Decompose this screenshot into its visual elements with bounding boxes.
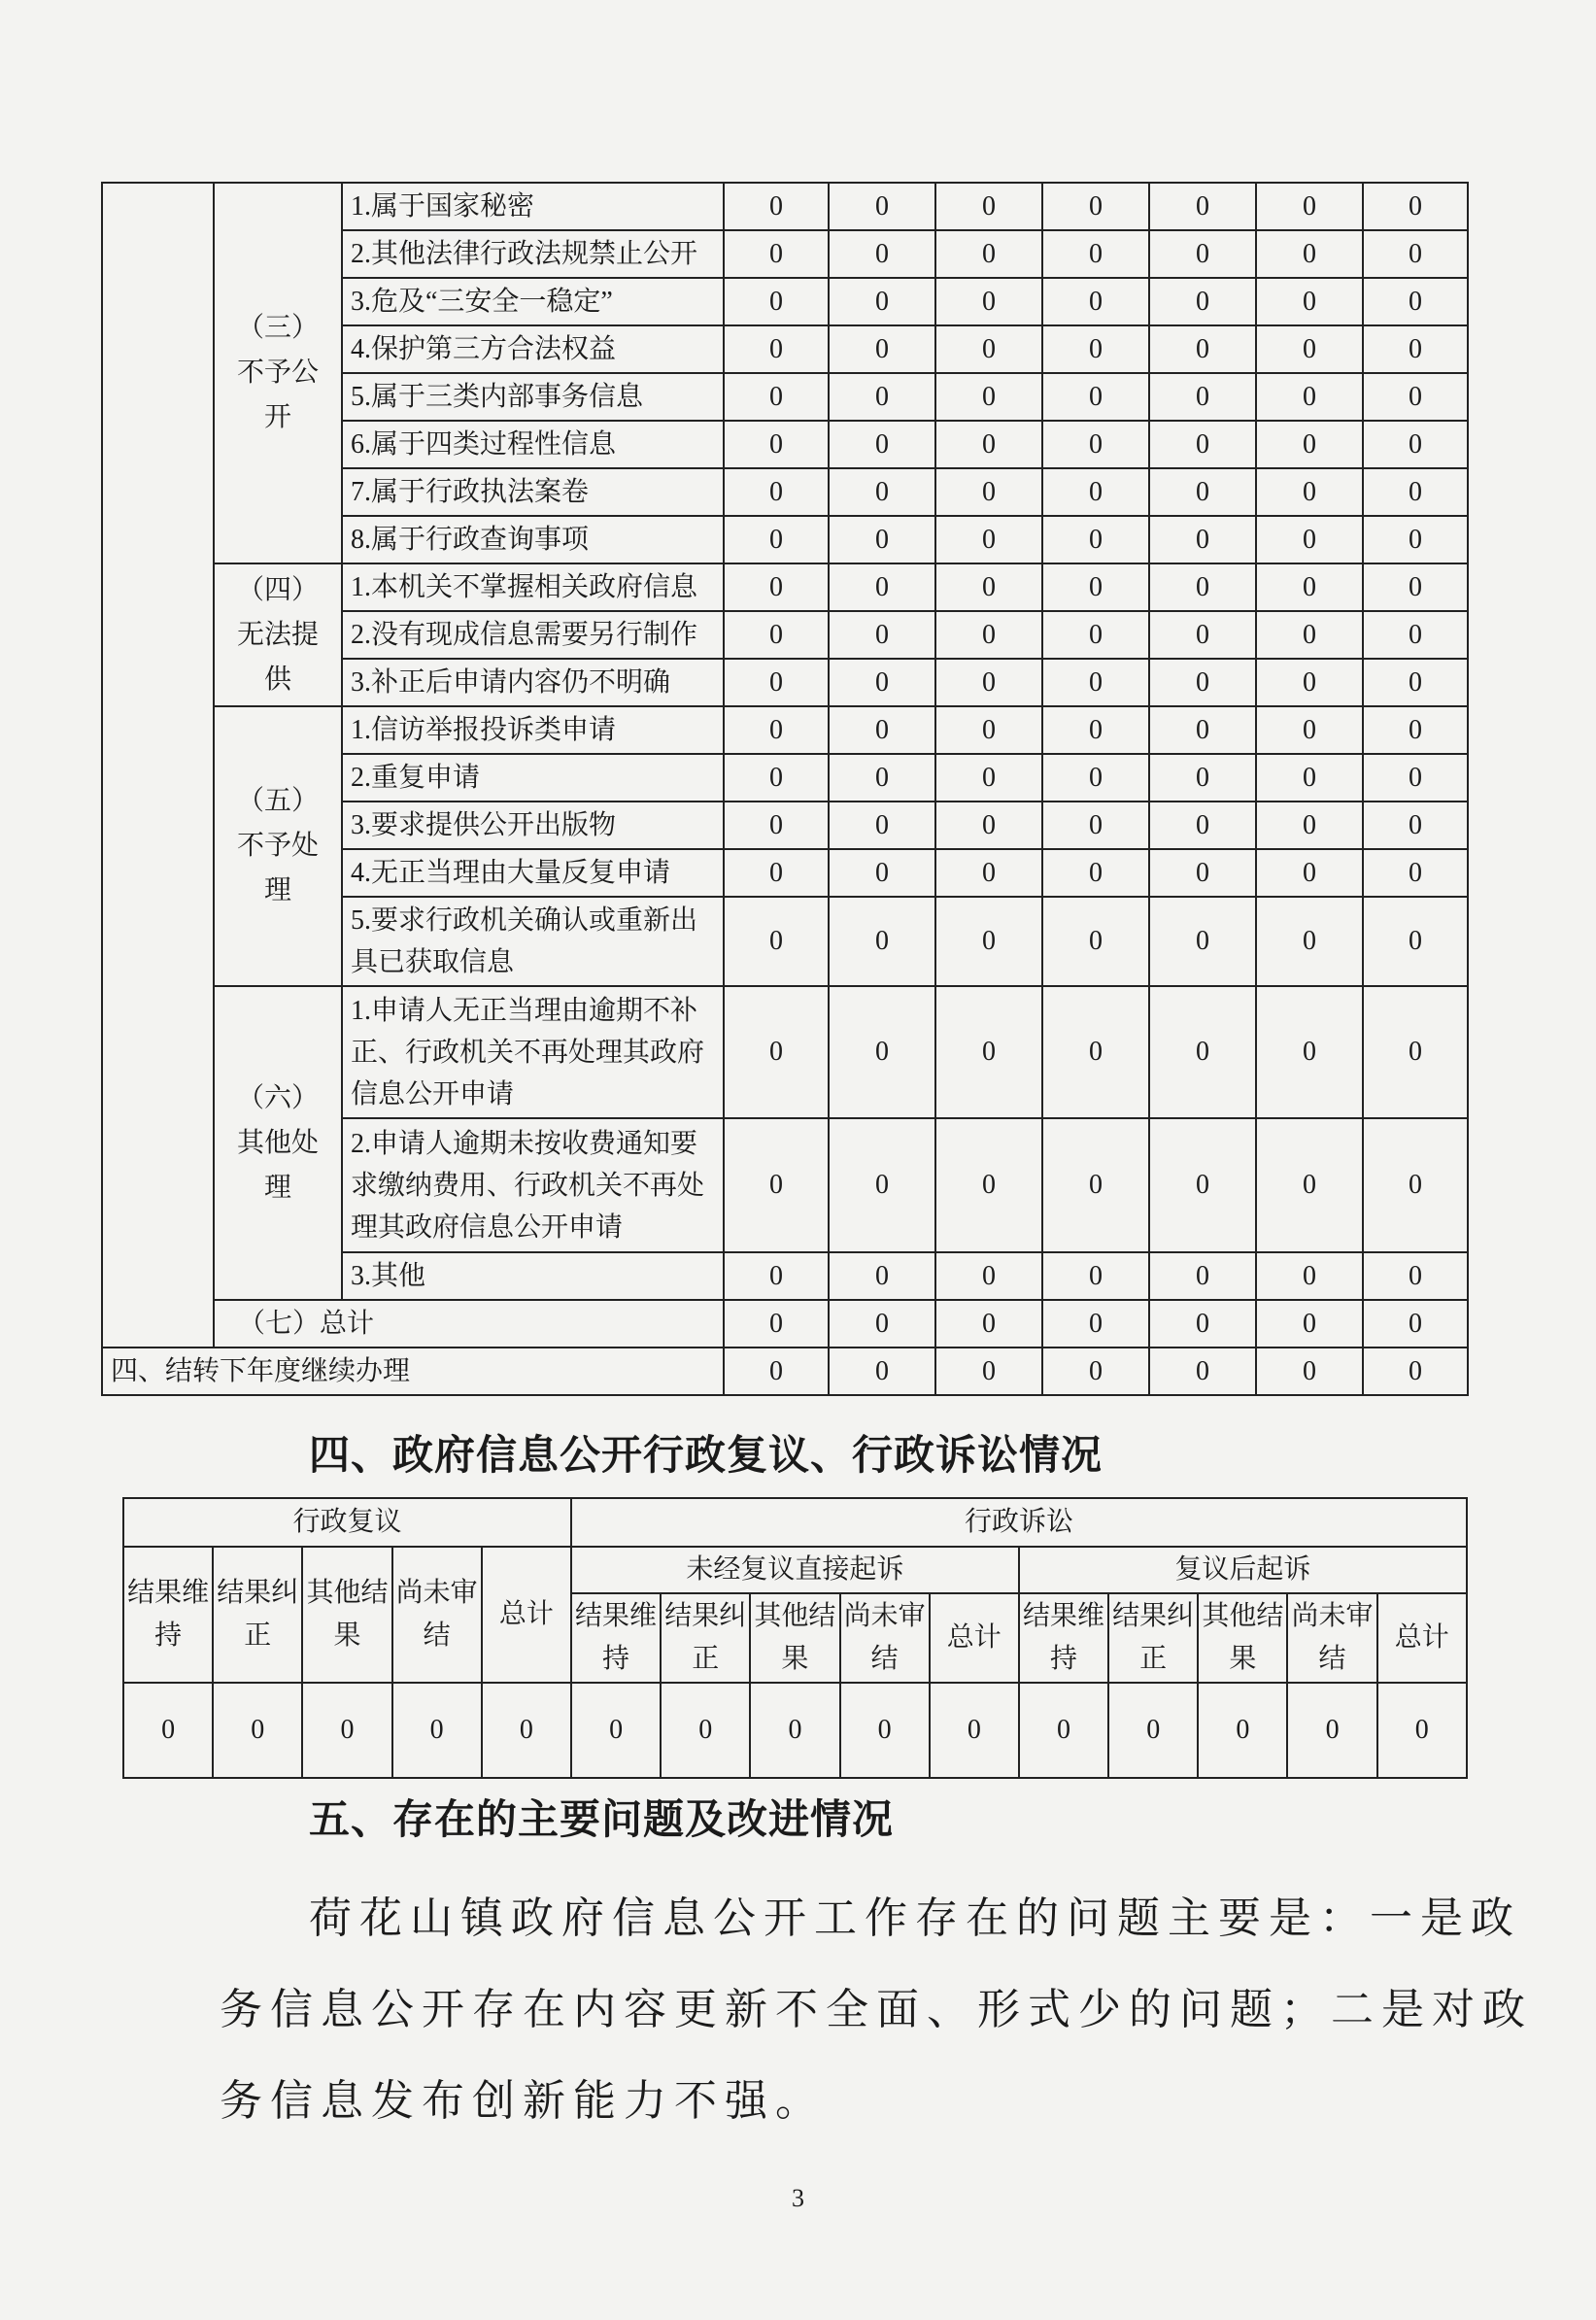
col-label: 结果纠正 bbox=[661, 1593, 750, 1683]
value-cell: 0 bbox=[1149, 278, 1256, 325]
value-cell: 0 bbox=[935, 1252, 1042, 1300]
paragraph-line: 务信息公开存在内容更新不全面、形式少的问题；二是对政 bbox=[220, 1986, 1533, 2033]
value-cell: 0 bbox=[1256, 421, 1363, 468]
value-cell: 0 bbox=[1042, 421, 1149, 468]
value-cell: 0 bbox=[1149, 1252, 1256, 1300]
problems-paragraph bbox=[220, 1873, 1533, 2147]
col-label: 总计 bbox=[930, 1593, 1019, 1683]
value-cell: 0 bbox=[1042, 563, 1149, 611]
value-cell: 0 bbox=[724, 325, 829, 373]
value-cell: 0 bbox=[724, 230, 829, 278]
value-cell: 0 bbox=[1256, 1300, 1363, 1348]
value-cell: 0 bbox=[1042, 754, 1149, 802]
value-cell: 0 bbox=[1042, 706, 1149, 754]
value-cell: 0 bbox=[1256, 563, 1363, 611]
value-cell: 0 bbox=[935, 706, 1042, 754]
value-cell: 0 bbox=[724, 278, 829, 325]
after-review-header: 复议后起诉 bbox=[1019, 1547, 1467, 1593]
col-label: 尚未审结 bbox=[392, 1547, 482, 1683]
value-cell: 0 bbox=[829, 183, 935, 230]
value-cell: 0 bbox=[935, 468, 1042, 516]
value-cell: 0 bbox=[724, 754, 829, 802]
row-label: 7.属于行政执法案卷 bbox=[342, 468, 724, 516]
value-cell: 0 bbox=[829, 754, 935, 802]
value-cell: 0 bbox=[829, 516, 935, 563]
value-cell: 0 bbox=[829, 230, 935, 278]
value-cell: 0 bbox=[829, 468, 935, 516]
section-heading-4: 四、政府信息公开行政复议、行政诉讼情况 bbox=[309, 1431, 1104, 1479]
col-label: 其他结果 bbox=[1198, 1593, 1287, 1683]
row-label: 2.其他法律行政法规禁止公开 bbox=[342, 230, 724, 278]
value-cell: 0 bbox=[1042, 1252, 1149, 1300]
value-cell: 0 bbox=[935, 611, 1042, 659]
col-label: 结果纠正 bbox=[1108, 1593, 1198, 1683]
value-cell: 0 bbox=[1042, 1348, 1149, 1395]
value-cell: 0 bbox=[724, 659, 829, 706]
value-cell: 0 bbox=[935, 754, 1042, 802]
value-cell: 0 bbox=[1149, 611, 1256, 659]
value-cell: 0 bbox=[1042, 183, 1149, 230]
value-cell: 0 bbox=[935, 659, 1042, 706]
value-cell: 0 bbox=[1256, 468, 1363, 516]
col-label: 尚未审结 bbox=[840, 1593, 930, 1683]
value-cell: 0 bbox=[935, 516, 1042, 563]
value-cell: 0 bbox=[1256, 183, 1363, 230]
value-cell: 0 bbox=[1363, 1118, 1468, 1252]
value-cell: 0 bbox=[1363, 611, 1468, 659]
value-cell: 0 bbox=[1149, 325, 1256, 373]
value-cell: 0 bbox=[1363, 659, 1468, 706]
row-label: 3.危及“三安全一稳定” bbox=[342, 278, 724, 325]
value-cell: 0 bbox=[1149, 373, 1256, 421]
value-cell: 0 bbox=[1363, 563, 1468, 611]
value-cell: 0 bbox=[1149, 659, 1256, 706]
value-cell: 0 bbox=[1256, 706, 1363, 754]
value-cell: 0 bbox=[1363, 230, 1468, 278]
paragraph-line: 荷花山镇政府信息公开工作存在的问题主要是：一是政 bbox=[309, 1894, 1521, 1942]
value-cell: 0 bbox=[1019, 1683, 1108, 1778]
value-cell: 0 bbox=[724, 706, 829, 754]
value-cell: 0 bbox=[829, 611, 935, 659]
value-cell: 0 bbox=[213, 1683, 302, 1778]
value-cell: 0 bbox=[1149, 706, 1256, 754]
value-cell: 0 bbox=[1256, 986, 1363, 1118]
value-cell: 0 bbox=[724, 986, 829, 1118]
value-cell: 0 bbox=[724, 468, 829, 516]
value-cell: 0 bbox=[724, 1252, 829, 1300]
value-cell: 0 bbox=[1363, 1252, 1468, 1300]
value-cell: 0 bbox=[1042, 897, 1149, 986]
value-cell: 0 bbox=[935, 897, 1042, 986]
value-cell: 0 bbox=[1287, 1683, 1376, 1778]
value-cell: 0 bbox=[1256, 230, 1363, 278]
value-cell: 0 bbox=[829, 1348, 935, 1395]
value-cell: 0 bbox=[829, 1300, 935, 1348]
value-cell: 0 bbox=[1149, 897, 1256, 986]
value-cell: 0 bbox=[935, 1118, 1042, 1252]
table-row bbox=[102, 986, 1468, 1118]
value-cell: 0 bbox=[724, 897, 829, 986]
value-cell: 0 bbox=[724, 1118, 829, 1252]
value-cell: 0 bbox=[1363, 325, 1468, 373]
group-label: （五）不予处理 bbox=[214, 706, 342, 986]
direct-suit-header: 未经复议直接起诉 bbox=[571, 1547, 1019, 1593]
row-label: 3.其他 bbox=[342, 1252, 724, 1300]
value-cell: 0 bbox=[724, 373, 829, 421]
total-label: （七）总计 bbox=[214, 1300, 724, 1348]
value-cell: 0 bbox=[829, 421, 935, 468]
value-cell: 0 bbox=[1363, 706, 1468, 754]
value-cell: 0 bbox=[829, 849, 935, 897]
value-cell: 0 bbox=[1042, 986, 1149, 1118]
value-cell: 0 bbox=[1363, 849, 1468, 897]
row-label: 1.本机关不掌握相关政府信息 bbox=[342, 563, 724, 611]
paragraph-line: 务信息发布创新能力不强。 bbox=[220, 2077, 826, 2125]
value-cell: 0 bbox=[302, 1683, 391, 1778]
row-label: 8.属于行政查询事项 bbox=[342, 516, 724, 563]
col-label: 结果维持 bbox=[571, 1593, 661, 1683]
col-label: 总计 bbox=[482, 1547, 571, 1683]
review-header: 行政复议 bbox=[123, 1498, 571, 1547]
row-label: 2.重复申请 bbox=[342, 754, 724, 802]
value-cell: 0 bbox=[1363, 986, 1468, 1118]
value-cell: 0 bbox=[829, 897, 935, 986]
table-row bbox=[102, 706, 1468, 754]
value-cell: 0 bbox=[935, 1300, 1042, 1348]
value-cell: 0 bbox=[1256, 897, 1363, 986]
value-cell: 0 bbox=[1256, 754, 1363, 802]
value-cell: 0 bbox=[935, 183, 1042, 230]
value-cell: 0 bbox=[1363, 421, 1468, 468]
value-cell: 0 bbox=[935, 373, 1042, 421]
value-cell: 0 bbox=[1256, 1118, 1363, 1252]
value-cell: 0 bbox=[1256, 325, 1363, 373]
value-cell: 0 bbox=[661, 1683, 750, 1778]
table-row bbox=[102, 1348, 1468, 1395]
row-label: 5.属于三类内部事务信息 bbox=[342, 373, 724, 421]
value-cell: 0 bbox=[1042, 325, 1149, 373]
value-cell: 0 bbox=[1363, 1348, 1468, 1395]
value-cell: 0 bbox=[1042, 849, 1149, 897]
value-cell: 0 bbox=[1149, 849, 1256, 897]
value-cell: 0 bbox=[1042, 1300, 1149, 1348]
row-label: 3.补正后申请内容仍不明确 bbox=[342, 659, 724, 706]
value-cell: 0 bbox=[1363, 183, 1468, 230]
value-cell: 0 bbox=[1363, 516, 1468, 563]
value-cell: 0 bbox=[724, 849, 829, 897]
col-label: 其他结果 bbox=[302, 1547, 391, 1683]
value-cell: 0 bbox=[935, 802, 1042, 849]
col-label: 结果纠正 bbox=[213, 1547, 302, 1683]
value-cell: 0 bbox=[1149, 1300, 1256, 1348]
value-cell: 0 bbox=[724, 421, 829, 468]
review-litigation-table bbox=[122, 1497, 1468, 1779]
value-cell: 0 bbox=[724, 563, 829, 611]
value-cell: 0 bbox=[1149, 421, 1256, 468]
value-cell: 0 bbox=[1363, 373, 1468, 421]
value-cell: 0 bbox=[935, 849, 1042, 897]
row-label: 4.无正当理由大量反复申请 bbox=[342, 849, 724, 897]
col-label: 尚未审结 bbox=[1287, 1593, 1376, 1683]
value-cell: 0 bbox=[1042, 373, 1149, 421]
col-label: 结果维持 bbox=[1019, 1593, 1108, 1683]
value-cell: 0 bbox=[829, 373, 935, 421]
value-cell: 0 bbox=[1042, 278, 1149, 325]
row-label: 6.属于四类过程性信息 bbox=[342, 421, 724, 468]
value-cell: 0 bbox=[935, 421, 1042, 468]
value-cell: 0 bbox=[1363, 278, 1468, 325]
value-cell: 0 bbox=[1256, 373, 1363, 421]
value-cell: 0 bbox=[1149, 754, 1256, 802]
row-label: 4.保护第三方合法权益 bbox=[342, 325, 724, 373]
value-cell: 0 bbox=[1042, 802, 1149, 849]
value-cell: 0 bbox=[1256, 611, 1363, 659]
value-cell: 0 bbox=[1149, 1348, 1256, 1395]
value-cell: 0 bbox=[724, 1348, 829, 1395]
value-cell: 0 bbox=[829, 278, 935, 325]
value-cell: 0 bbox=[829, 325, 935, 373]
value-cell: 0 bbox=[1149, 1118, 1256, 1252]
page-number: 3 bbox=[792, 2184, 804, 2212]
value-cell: 0 bbox=[1198, 1683, 1287, 1778]
value-cell: 0 bbox=[392, 1683, 482, 1778]
group-label: （三）不予公开 bbox=[214, 183, 342, 563]
blank-cell bbox=[102, 183, 214, 1348]
row-label: 1.属于国家秘密 bbox=[342, 183, 724, 230]
value-cell: 0 bbox=[1149, 468, 1256, 516]
group-label: （六）其他处理 bbox=[214, 986, 342, 1300]
value-cell: 0 bbox=[1042, 468, 1149, 516]
carryover-label: 四、结转下年度继续办理 bbox=[102, 1348, 724, 1395]
value-cell: 0 bbox=[935, 278, 1042, 325]
row-label: 2.没有现成信息需要另行制作 bbox=[342, 611, 724, 659]
value-cell: 0 bbox=[829, 706, 935, 754]
table-row bbox=[102, 1300, 1468, 1348]
value-cell: 0 bbox=[1256, 849, 1363, 897]
disposal-table bbox=[101, 182, 1469, 1396]
table-row bbox=[102, 563, 1468, 611]
section-heading-5: 五、存在的主要问题及改进情况 bbox=[309, 1795, 895, 1843]
value-cell: 0 bbox=[935, 1348, 1042, 1395]
value-cell: 0 bbox=[935, 325, 1042, 373]
value-cell: 0 bbox=[724, 611, 829, 659]
value-cell: 0 bbox=[935, 563, 1042, 611]
value-cell: 0 bbox=[571, 1683, 661, 1778]
table-row bbox=[102, 183, 1468, 230]
value-cell: 0 bbox=[1108, 1683, 1198, 1778]
value-cell: 0 bbox=[829, 659, 935, 706]
value-cell: 0 bbox=[1149, 183, 1256, 230]
value-cell: 0 bbox=[1363, 802, 1468, 849]
value-cell: 0 bbox=[1363, 897, 1468, 986]
value-cell: 0 bbox=[1377, 1683, 1467, 1778]
value-cell: 0 bbox=[1256, 278, 1363, 325]
value-cell: 0 bbox=[724, 802, 829, 849]
value-cell: 0 bbox=[1149, 230, 1256, 278]
value-cell: 0 bbox=[930, 1683, 1019, 1778]
value-cell: 0 bbox=[840, 1683, 930, 1778]
value-cell: 0 bbox=[724, 516, 829, 563]
value-cell: 0 bbox=[123, 1683, 213, 1778]
col-label: 总计 bbox=[1377, 1593, 1467, 1683]
value-cell: 0 bbox=[750, 1683, 839, 1778]
value-cell: 0 bbox=[935, 986, 1042, 1118]
value-cell: 0 bbox=[1363, 754, 1468, 802]
row-label: 1.信访举报投诉类申请 bbox=[342, 706, 724, 754]
value-cell: 0 bbox=[1363, 468, 1468, 516]
value-cell: 0 bbox=[1256, 1348, 1363, 1395]
row-label: 2.申请人逾期未按收费通知要求缴纳费用、行政机关不再处理其政府信息公开申请 bbox=[342, 1118, 724, 1252]
value-cell: 0 bbox=[724, 183, 829, 230]
group-label: （四）无法提供 bbox=[214, 563, 342, 706]
col-label: 结果维持 bbox=[123, 1547, 213, 1683]
value-cell: 0 bbox=[829, 802, 935, 849]
value-cell: 0 bbox=[1256, 802, 1363, 849]
value-cell: 0 bbox=[1149, 802, 1256, 849]
value-cell: 0 bbox=[724, 1300, 829, 1348]
value-cell: 0 bbox=[1042, 516, 1149, 563]
value-cell: 0 bbox=[1256, 516, 1363, 563]
value-cell: 0 bbox=[1042, 230, 1149, 278]
value-cell: 0 bbox=[1042, 611, 1149, 659]
value-cell: 0 bbox=[1149, 563, 1256, 611]
value-cell: 0 bbox=[829, 1252, 935, 1300]
value-cell: 0 bbox=[829, 563, 935, 611]
value-cell: 0 bbox=[829, 986, 935, 1118]
col-label: 其他结果 bbox=[750, 1593, 839, 1683]
litigation-header: 行政诉讼 bbox=[571, 1498, 1467, 1547]
value-cell: 0 bbox=[1149, 516, 1256, 563]
value-cell: 0 bbox=[1363, 1300, 1468, 1348]
value-cell: 0 bbox=[829, 1118, 935, 1252]
value-cell: 0 bbox=[1256, 659, 1363, 706]
value-cell: 0 bbox=[1042, 1118, 1149, 1252]
row-label: 3.要求提供公开出版物 bbox=[342, 802, 724, 849]
value-cell: 0 bbox=[935, 230, 1042, 278]
row-label: 5.要求行政机关确认或重新出具已获取信息 bbox=[342, 897, 724, 986]
value-cell: 0 bbox=[482, 1683, 571, 1778]
value-cell: 0 bbox=[1256, 1252, 1363, 1300]
value-cell: 0 bbox=[1042, 659, 1149, 706]
row-label: 1.申请人无正当理由逾期不补正、行政机关不再处理其政府信息公开申请 bbox=[342, 986, 724, 1118]
value-cell: 0 bbox=[1149, 986, 1256, 1118]
